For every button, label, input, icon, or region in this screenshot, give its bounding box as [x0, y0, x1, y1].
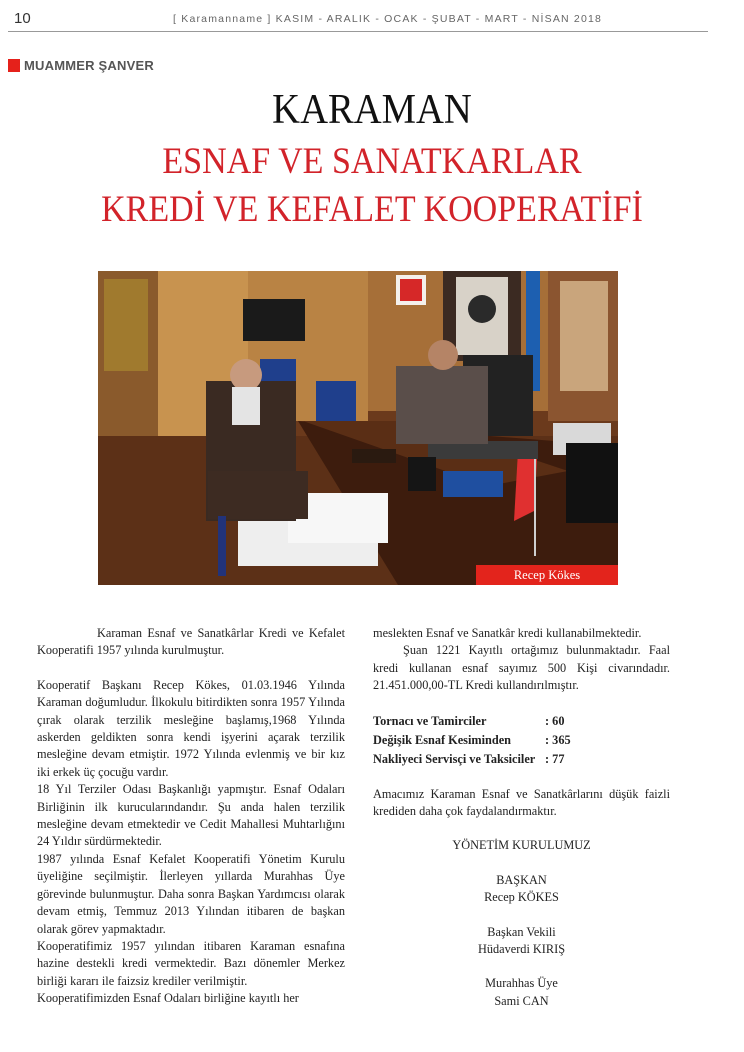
paragraph: 1987 yılında Esnaf Kefalet Kooperatifi Yönetim Kurulu üyeliğine seçilmiştir. İlerleyen yıllarda Murahhas Üye görevinde bulunmuştur. Daha sonra Başkan Yardımcısı olarak devam etmiş, Temmuz 2013 Yılından itibaren de başkan olarak görev yapmaktadır.	[37, 851, 345, 936]
header-rule	[8, 31, 708, 32]
title-line-3: KREDİ VE KEFALET KOOPERATİFİ	[101, 189, 643, 230]
board-role: BAŞKAN	[496, 872, 547, 887]
author-byline	[8, 58, 154, 72]
paragraph: Kooperatifimiz 1957 yılından itibaren Karaman esnafına hazine destekli kredi vermektedir. Bazı dönemler Merkez birliği kararı ile faizsiz krediler verilmiştir.	[37, 938, 345, 988]
board-member-name: Recep KÖKES	[484, 890, 559, 905]
paragraph: Amacımız Karaman Esnaf ve Sanatkârlarını düşük faizli krediden daha çok faydalandırmaktır.	[373, 786, 670, 819]
running-head: [ Karamanname ] KASIM - ARALIK - OCAK - ŞUBAT - MART - NİSAN 2018	[173, 13, 603, 25]
left-column	[37, 625, 345, 1008]
stat-value: : 60	[545, 713, 565, 728]
stat-row	[373, 750, 670, 769]
stat-value: : 77	[545, 751, 565, 766]
right-column	[373, 625, 670, 1010]
paragraph: 18 Yıl Terziler Odası Başkanlığı yapmıştır. Esnaf Odaları Birliğinin ilk kurucularındandır. Şu anda halen terzilik mesleğine devam etmektedir ve Cedit Mahallesi Muhtarlığını 24 Yıldır sürdürmektedir.	[37, 782, 345, 849]
member-stats	[373, 712, 670, 769]
paragraph: Karaman Esnaf ve Sanatkârlar Kredi ve Kefalet Kooperatifi 1957 yılında kurulmuştur.	[37, 626, 345, 658]
office-photo	[98, 271, 618, 585]
board-role: Murahhas Üye	[485, 976, 558, 991]
photo-caption: Recep Kökes	[476, 565, 618, 585]
stat-label: Değişik Esnaf Kesiminden	[373, 732, 512, 747]
paragraph: Şuan 1221 Kayıtlı ortağımız bulunmaktadır. Faal kredi kullanan esnaf sayımız 500 Kişi civarındadır. 21.451.000,00-TL Kredi kullandırılmıştır.	[373, 643, 670, 693]
board-title: YÖNETİM KURULUMUZ	[452, 838, 591, 853]
stat-label: Nakliyeci Servisçi ve Taksiciler	[373, 751, 536, 766]
board-role: Başkan Vekili	[487, 924, 556, 939]
board-member-name: Sami CAN	[494, 993, 549, 1008]
stat-row	[373, 712, 670, 731]
author-name: MUAMMER ŞANVER	[24, 57, 154, 73]
paragraph: Kooperatifimizden Esnaf Odaları birliğine kayıtlı her	[37, 991, 299, 1006]
board-list	[373, 837, 670, 1010]
stat-value: : 365	[545, 732, 571, 747]
stat-row	[373, 731, 670, 750]
stat-label: Tornacı ve Tamirciler	[373, 713, 487, 728]
title-line-1: KARAMAN	[272, 87, 472, 133]
page-header	[8, 10, 708, 32]
paragraph: meslekten Esnaf ve Sanatkâr kredi kullanabilmektedir.	[373, 626, 642, 640]
author-marker	[8, 59, 20, 72]
title-line-2: ESNAF VE SANATKARLAR	[162, 141, 582, 182]
board-member-name: Hüdaverdi KIRIŞ	[477, 942, 566, 957]
page-number: 10	[14, 10, 31, 27]
paragraph: Kooperatif Başkanı Recep Kökes, 01.03.1946 Yılında Karaman doğumludur. İlkokulu bitirdikten sonra 1957 Yılında çırak olarak terzilik mesleğine başlamış,1968 Yılında askerden geldikten sonra kendi işyerini açarak terzilik mesleğine devam etmiştir. 1972 Yılında evlenmiş ve bir kız iki erkek üç çocuğu vardır.	[37, 677, 345, 779]
